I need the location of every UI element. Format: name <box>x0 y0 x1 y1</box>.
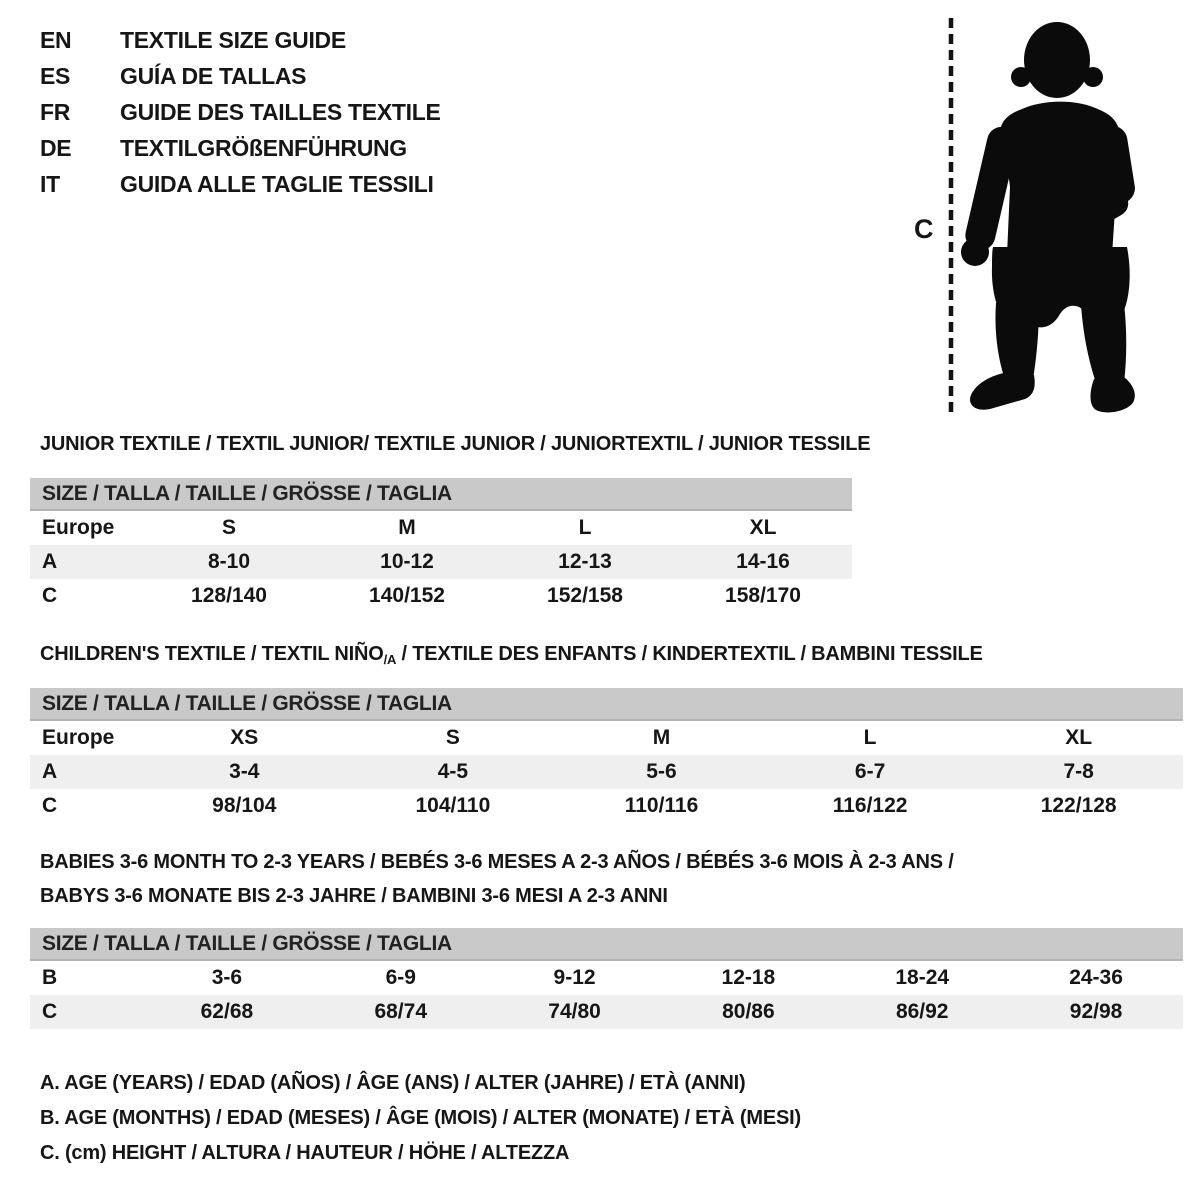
height-cell: 68/74 <box>374 1000 428 1023</box>
legend-line-a: A. AGE (YEARS) / EDAD (AÑOS) / ÂGE (ANS) / ALTER (JAHRE) / ETÀ (ANNI) <box>40 1072 746 1094</box>
children-title-part: CHILDREN'S TEXTILE / TEXTIL NIÑO <box>40 643 384 665</box>
age-cell: 6-7 <box>854 760 886 783</box>
height-cell: 104/110 <box>415 794 491 817</box>
size-header-bar: SIZE / TALLA / TAILLE / GRÖSSE / TAGLIA <box>30 928 1183 961</box>
table-row-age-months <box>30 961 1183 995</box>
age-cell: 8-10 <box>207 550 251 573</box>
height-cell: 92/98 <box>1069 1000 1123 1023</box>
table-row-height <box>30 789 1183 823</box>
row-label: A <box>42 760 58 783</box>
language-code: FR <box>40 99 71 125</box>
height-cell: 128/140 <box>191 584 267 607</box>
language-title: TEXTILE SIZE GUIDE <box>120 27 346 53</box>
height-cell: 110/116 <box>624 794 699 817</box>
junior-size-table <box>30 478 852 613</box>
age-cell: 12-13 <box>558 550 612 573</box>
height-cell: 158/170 <box>725 584 801 607</box>
children-section-title <box>40 643 983 667</box>
junior-section-title: JUNIOR TEXTILE / TEXTIL JUNIOR/ TEXTILE JUNIOR / JUNIORTEXTIL / JUNIOR TESSILE <box>40 433 871 455</box>
height-cell: 74/80 <box>548 1000 601 1023</box>
table-row-age <box>30 545 852 579</box>
size-cell: XL <box>749 516 777 539</box>
age-cell: 4-5 <box>437 760 469 783</box>
age-cell: 24-36 <box>1069 966 1123 989</box>
language-code: ES <box>40 63 71 89</box>
age-cell: 6-9 <box>385 966 416 989</box>
toddler-silhouette <box>961 22 1137 412</box>
height-cell: 122/128 <box>1040 794 1117 817</box>
size-header-bar: SIZE / TALLA / TAILLE / GRÖSSE / TAGLIA <box>30 688 1183 721</box>
size-cell: M <box>652 726 671 749</box>
age-cell: 3-4 <box>229 760 260 783</box>
row-label: Europe <box>42 726 115 749</box>
language-title: TEXTILGRÖßENFÜHRUNG <box>120 135 407 161</box>
height-cell: 116/122 <box>832 794 908 817</box>
age-cell: 18-24 <box>895 966 950 989</box>
age-cell: 12-18 <box>721 966 776 989</box>
legend-line-b: B. AGE (MONTHS) / EDAD (MESES) / ÂGE (MOIS) / ALTER (MONATE) / ETÀ (MESI) <box>40 1107 801 1129</box>
height-cell: 62/68 <box>200 1000 254 1023</box>
age-cell: 10-12 <box>380 550 434 573</box>
babies-title-line: BABIES 3-6 MONTH TO 2-3 YEARS / BEBÉS 3-6 MESES A 2-3 AÑOS / BÉBÉS 3-6 MOIS À 2-3 ANS / <box>40 851 954 873</box>
language-list <box>40 22 441 202</box>
table-row-height <box>30 579 852 613</box>
size-cell: M <box>398 516 416 539</box>
row-label: Europe <box>42 516 115 539</box>
language-title: GUIDA ALLE TAGLIE TESSILI <box>120 171 434 197</box>
language-title: GUIDE DES TAILLES TEXTILE <box>120 99 441 125</box>
row-label: C <box>42 1000 58 1023</box>
babies-title-line: BABYS 3-6 MONATE BIS 2-3 JAHRE / BAMBINI 3-6 MESI A 2-3 ANNI <box>40 885 668 907</box>
row-label: C <box>42 584 58 607</box>
row-label: A <box>42 550 58 573</box>
size-cell: XS <box>230 726 259 749</box>
children-title-subscript: /A <box>383 652 397 667</box>
language-row-it <box>40 166 441 202</box>
size-header-bar: SIZE / TALLA / TAILLE / GRÖSSE / TAGLIA <box>30 478 852 511</box>
size-cell: S <box>221 516 236 539</box>
height-cell: 86/92 <box>895 1000 949 1023</box>
language-code: IT <box>40 171 60 197</box>
legend <box>40 1066 801 1171</box>
children-title-part: / TEXTILE DES ENFANTS / KINDERTEXTIL / BAMBINI TESSILE <box>396 643 983 665</box>
age-cell: 5-6 <box>646 760 677 783</box>
size-cell: S <box>445 726 460 749</box>
size-cell: XL <box>1065 726 1093 749</box>
legend-line-c: C. (cm) HEIGHT / ALTURA / HAUTEUR / HÖHE / ALTEZZA <box>40 1142 570 1164</box>
language-code: DE <box>40 135 72 161</box>
toddler-silhouette-figure <box>900 10 1160 425</box>
language-row-es <box>40 58 441 94</box>
language-code: EN <box>40 27 72 53</box>
language-row-fr <box>40 94 441 130</box>
height-label-c: C <box>914 214 934 244</box>
size-cell: L <box>578 516 592 539</box>
table-row-europe <box>30 721 1183 755</box>
babies-size-table <box>30 928 1183 1029</box>
table-row-age <box>30 755 1183 789</box>
row-label: B <box>42 966 58 989</box>
height-cell: 152/158 <box>547 584 623 607</box>
language-title: GUÍA DE TALLAS <box>120 63 307 89</box>
children-size-table <box>30 688 1183 823</box>
age-cell: 3-6 <box>211 966 243 989</box>
table-row-height <box>30 995 1183 1029</box>
row-label: C <box>42 794 58 817</box>
table-row-europe <box>30 511 852 545</box>
age-cell: 7-8 <box>1063 760 1094 783</box>
age-cell: 14-16 <box>736 550 790 573</box>
height-cell: 140/152 <box>369 584 445 607</box>
size-cell: L <box>863 726 877 749</box>
language-row-en <box>40 22 441 58</box>
height-cell: 80/86 <box>722 1000 775 1023</box>
age-cell: 9-12 <box>553 966 596 989</box>
babies-section-title <box>40 845 954 913</box>
language-row-de <box>40 130 441 166</box>
height-cell: 98/104 <box>212 794 277 817</box>
